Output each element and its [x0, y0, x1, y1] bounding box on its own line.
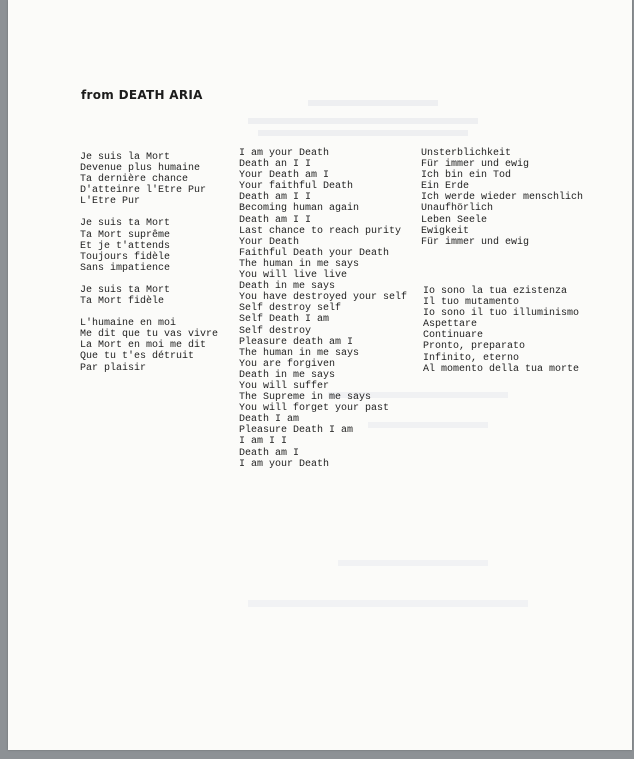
text-line: Il tuo mutamento — [423, 297, 520, 309]
text-line: Ein Erde — [421, 181, 470, 193]
text-line: Pleasure death am I — [239, 336, 354, 348]
text-line: Et je t'attends — [80, 240, 171, 252]
text-line: Leben Seele — [421, 214, 488, 226]
text-line: Death in me says — [239, 281, 336, 293]
document-title: from DEATH ARIA — [81, 88, 203, 102]
text-line: You are forgiven — [239, 358, 336, 370]
text-line: Self destroy self — [239, 303, 342, 315]
stanza — [80, 152, 218, 207]
text-line: You will live live — [239, 270, 348, 282]
text-line: Death am I I — [239, 192, 312, 204]
text-line: The human in me says — [239, 347, 360, 359]
text-line: Aspettare — [423, 319, 478, 331]
text-line: Unaufhörlich — [421, 203, 494, 215]
stanza — [80, 218, 218, 273]
bleed-through-line — [258, 130, 468, 136]
text-line: Death am I — [239, 447, 300, 459]
english-text-column — [239, 148, 407, 470]
text-line: I am your Death — [239, 148, 330, 159]
text-line: Becoming human again — [239, 203, 360, 215]
text-line: L'Etre Pur — [80, 196, 141, 208]
stanza — [80, 318, 218, 373]
text-line: Self Death I am — [239, 314, 330, 326]
text-line: Last chance to reach purity — [239, 225, 402, 237]
text-line: Pronto, preparato — [423, 341, 526, 353]
text-line: Pleasure Death I am — [239, 425, 354, 437]
text-line: I am I I — [239, 436, 288, 448]
text-line: You have destroyed your self — [239, 292, 408, 304]
text-line: Je suis ta Mort — [80, 218, 171, 230]
text-line: Ta Mort fidèle — [80, 296, 165, 308]
text-line: Al momento della tua morte — [423, 363, 580, 375]
text-line: D'atteinre l'Etre Pur — [80, 185, 207, 197]
text-line: Ich bin ein Tod — [421, 170, 512, 182]
text-line: Continuare — [423, 330, 484, 342]
text-line: Je suis la Mort — [80, 152, 171, 163]
text-line: Devenue plus humaine — [80, 163, 201, 175]
text-line: Unsterblichkeit — [421, 148, 512, 159]
stanza — [80, 285, 218, 307]
text-line: Me dit que tu vas vivre — [80, 329, 219, 341]
bleed-through-line — [308, 100, 438, 106]
text-line: Que tu t'es détruit — [80, 351, 195, 363]
text-line: I am your Death — [239, 458, 330, 470]
text-line: Sans impatience — [80, 262, 171, 274]
text-line: Io sono la tua ezistenza — [423, 286, 568, 297]
text-line: Self destroy — [239, 325, 312, 337]
text-line: Ta dernière chance — [80, 174, 189, 186]
text-line: Für immer und ewig — [421, 159, 530, 171]
text-line: The Supreme in me says — [239, 392, 372, 404]
text-line: Ewigkeit — [421, 225, 470, 237]
text-line: Faithful Death your Death — [239, 247, 390, 259]
document-page — [8, 0, 632, 750]
text-line: Toujours fidèle — [80, 251, 171, 263]
text-line: Death an I I — [239, 159, 312, 171]
french-text-column — [80, 152, 218, 385]
text-line: Ta Mort suprême — [80, 229, 171, 241]
text-line: Death am I I — [239, 214, 312, 226]
text-line: Your Death — [239, 236, 300, 248]
german-text-column — [421, 148, 583, 248]
text-line: Your faithful Death — [239, 181, 354, 193]
text-line: Death in me says — [239, 369, 336, 381]
text-line: L'humaine en moi — [80, 318, 177, 330]
bleed-through-line — [248, 600, 528, 607]
text-line: Par plaisir — [80, 362, 147, 374]
text-line: Je suis ta Mort — [80, 284, 171, 296]
bleed-through-line — [248, 118, 478, 124]
text-line: Infinito, eterno — [423, 352, 520, 364]
text-line: Io sono il tuo illuminismo — [423, 308, 580, 320]
text-line: You will forget your past — [239, 403, 390, 415]
text-line: Für immer und ewig — [421, 236, 530, 248]
text-line: Your Death am I — [239, 170, 330, 182]
text-line: La Mort en moi me dit — [80, 340, 207, 352]
bleed-through-line — [338, 560, 488, 566]
text-line: Ich werde wieder menschlich — [421, 192, 584, 204]
text-line: Death I am — [239, 414, 300, 426]
text-line: You will suffer — [239, 380, 330, 392]
italian-text-column — [423, 286, 579, 375]
text-line: The human in me says — [239, 258, 360, 270]
